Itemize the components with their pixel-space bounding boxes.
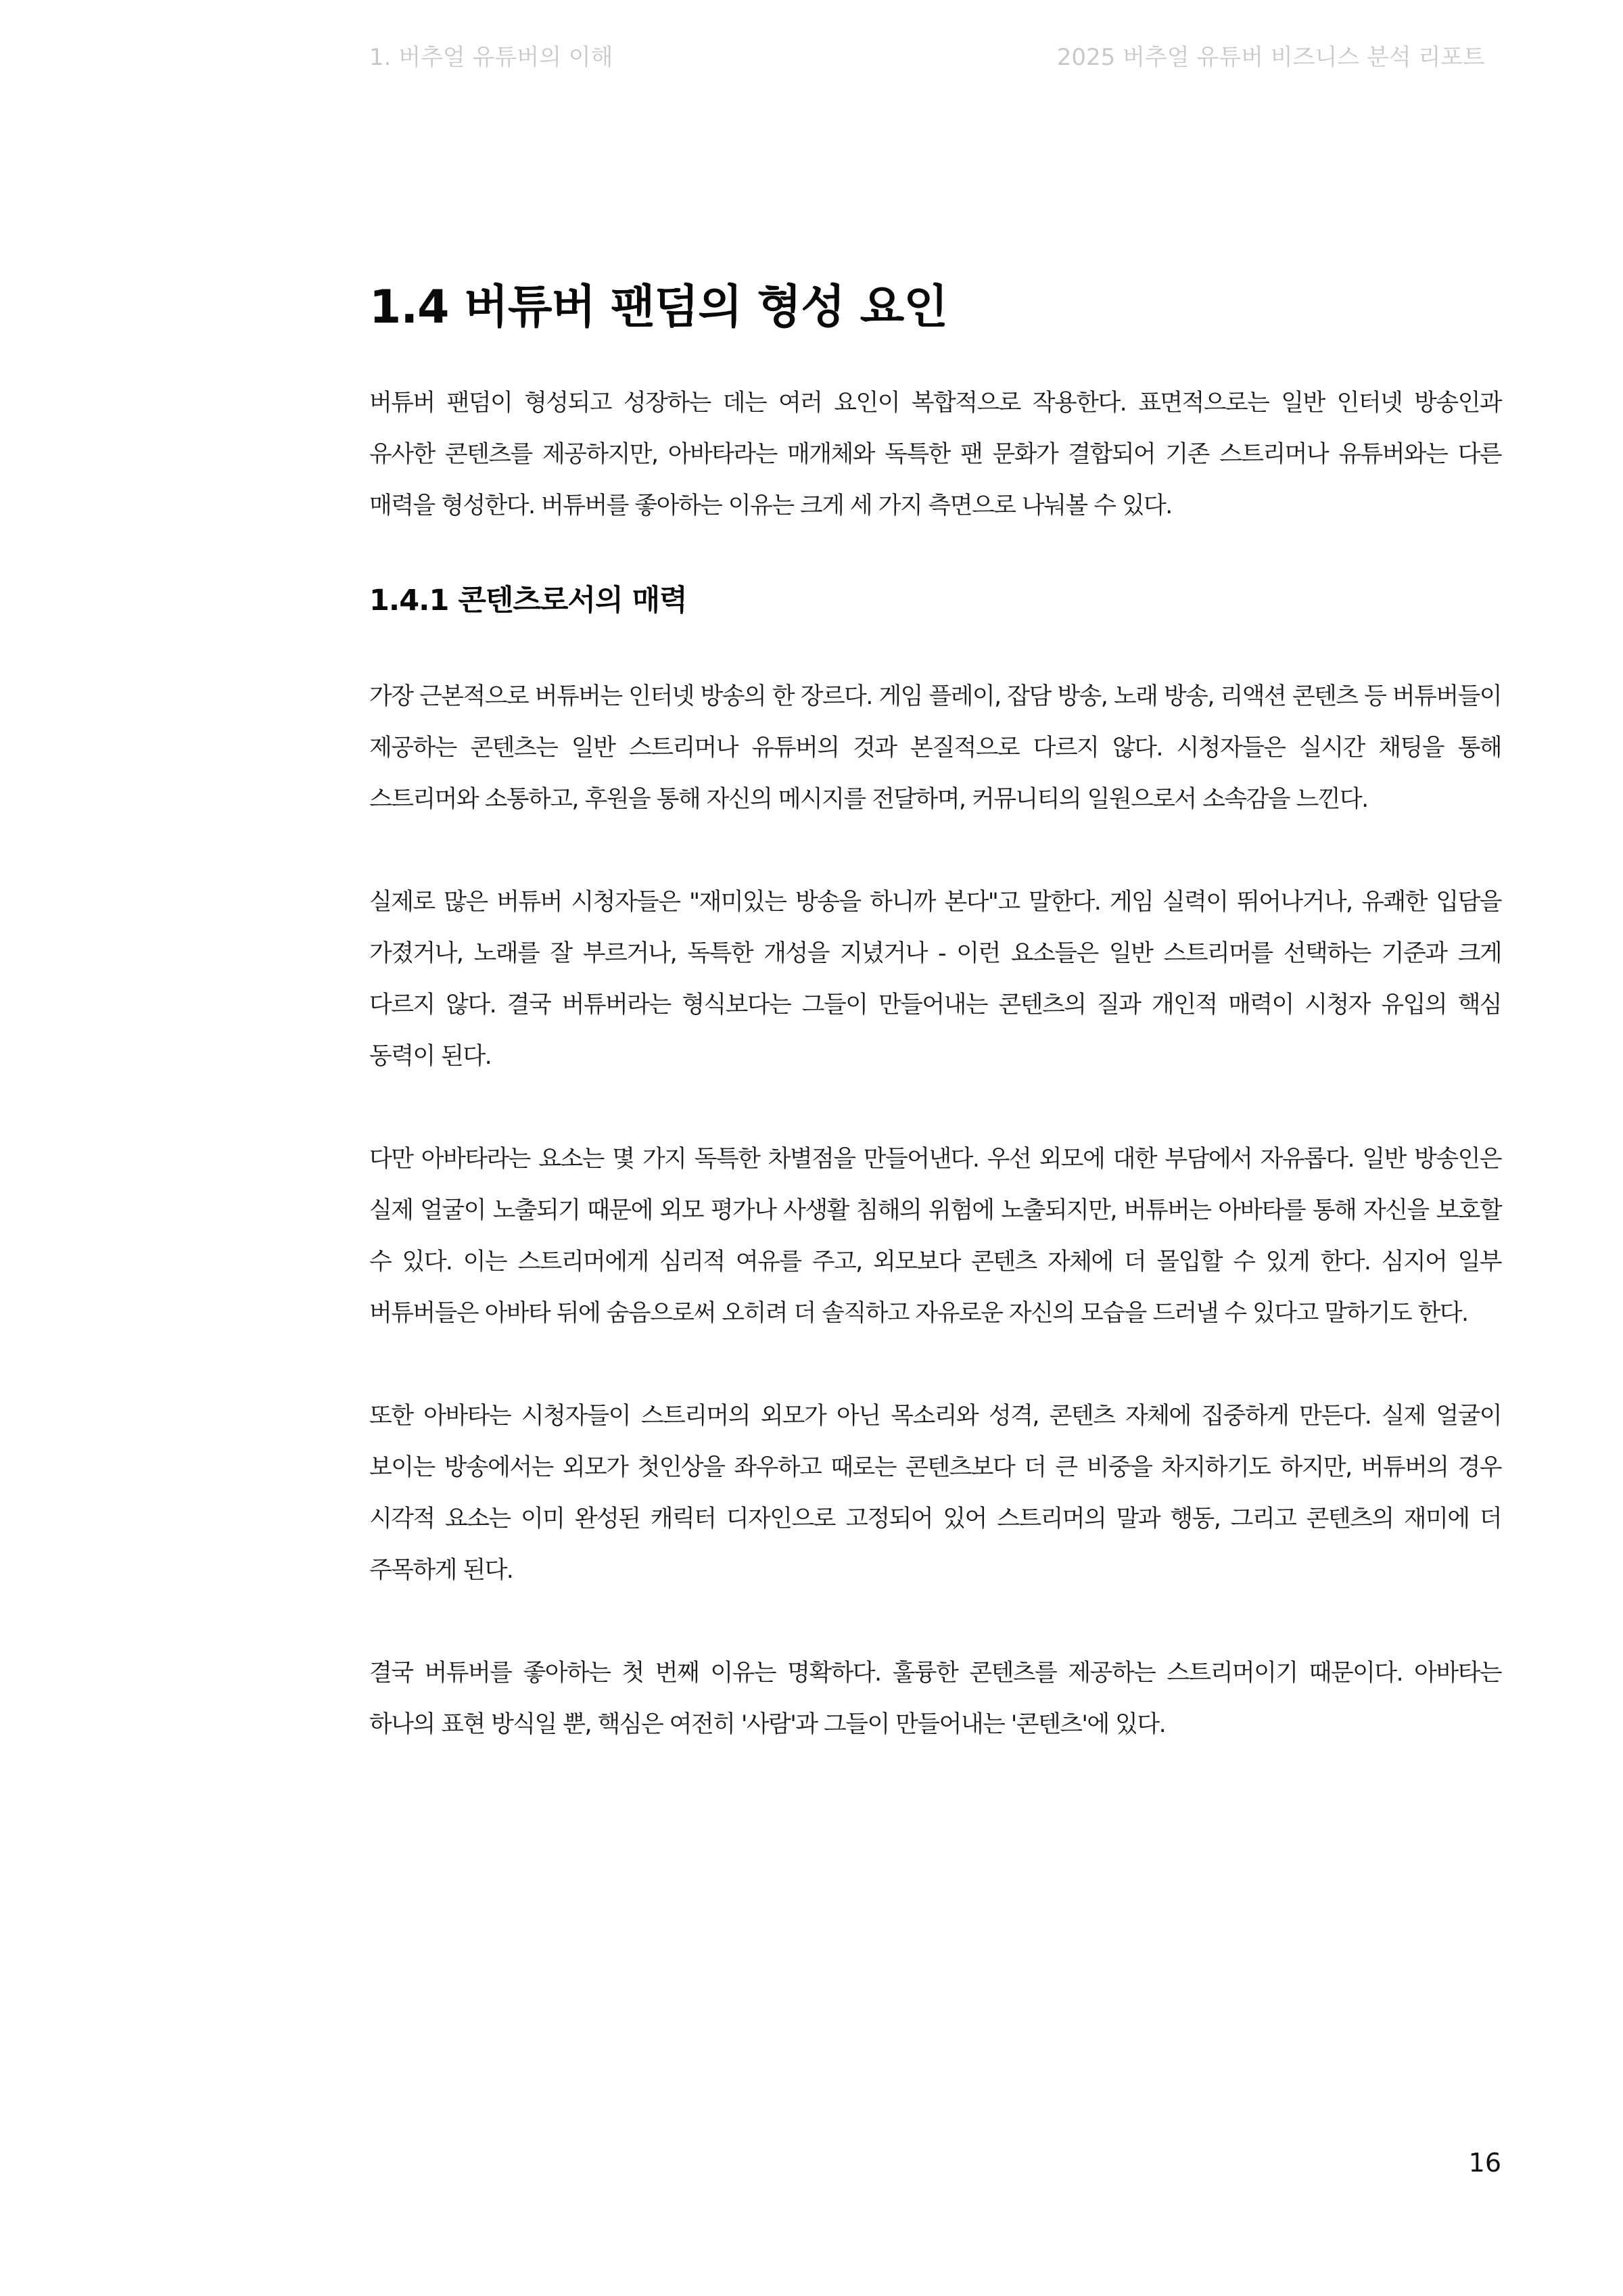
header-chapter: 1. 버추얼 유튜버의 이해: [369, 43, 613, 71]
body-paragraph: 결국 버튜버를 좋아하는 첫 번째 이유는 명확하다. 훌륭한 콘텐츠를 제공하는 스트리머이기 때문이다. 아바타는 하나의 표현 방식일 뿐, 핵심은 여전히 '사람'과 그들이 만들어내는 '콘텐츠'에 있다.: [369, 1660, 1501, 1738]
subsection-title: 1.4.1 콘텐츠로서의 매력: [369, 584, 687, 617]
body-paragraph: 또한 아바타는 시청자들이 스트리머의 외모가 아닌 목소리와 성격, 콘텐츠 자체에 집중하게 만든다. 실제 얼굴이 보이는 방송에서는 외모가 첫인상을 좌우하고 때로는 콘텐츠보다 더 큰 비중을 차지하기도 하지만, 버튜버의 경우 시각적 요소는 이미 완성된 캐릭터 디자인으로 고정되어 있어 스트리머의 말과 행동, 그리고 콘텐츠의 재미에 더 주목하게 된다.: [369, 1403, 1501, 1584]
section-title: 1.4 버튜버 팬덤의 형성 요인: [369, 281, 948, 334]
header-report-title: 2025 버추얼 유튜버 비즈니스 분석 리포트: [1056, 43, 1485, 71]
body-paragraph: 다만 아바타라는 요소는 몇 가지 독특한 차별점을 만들어낸다. 우선 외모에 대한 부담에서 자유롭다. 일반 방송인은 실제 얼굴이 노출되기 때문에 외모 평가나 사생활 침해의 위험에 노출되지만, 버튜버는 아바타를 통해 자신을 보호할 수 있다. 이는 스트리머에게 심리적 여유를 주고, 외모보다 콘텐츠 자체에 더 몰입할 수 있게 한다. 심지어 일부 버튜버들은 아바타 뒤에 숨음으로써 오히려 더 솔직하고 자유로운 자신의 모습을 드러낼 수 있다고 말하기도 한다.: [369, 1146, 1501, 1327]
section-intro-paragraph: 버튜버 팬덤이 형성되고 성장하는 데는 여러 요인이 복합적으로 작용한다. 표면적으로는 일반 인터넷 방송인과 유사한 콘텐츠를 제공하지만, 아바타라는 매개체와 독특한 팬 문화가 결합되어 기존 스트리머나 유튜버와는 다른 매력을 형성한다. 버튜버를 좋아하는 이유는 크게 세 가지 측면으로 나눠볼 수 있다.: [369, 390, 1501, 519]
running-header: [369, 38, 1485, 72]
body-paragraph: 가장 근본적으로 버튜버는 인터넷 방송의 한 장르다. 게임 플레이, 잡담 방송, 노래 방송, 리액션 콘텐츠 등 버튜버들이 제공하는 콘텐츠는 일반 스트리머나 유튜버의 것과 본질적으로 다르지 않다. 시청자들은 실시간 채팅을 통해 스트리머와 소통하고, 후원을 통해 자신의 메시지를 전달하며, 커뮤니티의 일원으로서 소속감을 느낀다.: [369, 683, 1501, 813]
body-paragraph: 실제로 많은 버튜버 시청자들은 "재미있는 방송을 하니까 본다"고 말한다. 게임 실력이 뛰어나거나, 유쾌한 입담을 가졌거나, 노래를 잘 부르거나, 독특한 개성을 지녔거나 - 이런 요소들은 일반 스트리머를 선택하는 기준과 크게 다르지 않다. 결국 버튜버라는 형식보다는 그들이 만들어내는 콘텐츠의 질과 개인적 매력이 시청자 유입의 핵심 동력이 된다.: [369, 889, 1501, 1070]
page-content: [369, 271, 1501, 1750]
page-number: 16: [1468, 2148, 1501, 2178]
